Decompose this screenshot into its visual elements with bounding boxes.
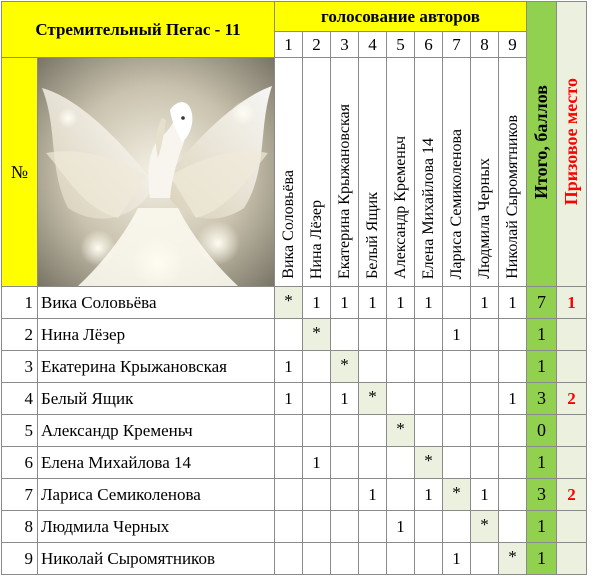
vote-cell (415, 383, 443, 415)
vote-cell (359, 319, 387, 351)
self-vote-cell: * (275, 287, 303, 319)
vote-cell (275, 319, 303, 351)
vote-cell (331, 543, 359, 575)
author-number-5: 5 (387, 32, 415, 58)
row-number: 2 (2, 319, 38, 351)
row-number: 1 (2, 287, 38, 319)
total-score: 7 (527, 287, 557, 319)
author-number-4: 4 (359, 32, 387, 58)
prize-place (557, 447, 587, 479)
vote-cell (275, 479, 303, 511)
vote-cell: 1 (499, 287, 527, 319)
table-row (2, 447, 587, 479)
vote-cell (387, 351, 415, 383)
vote-cell (275, 447, 303, 479)
vote-cell (443, 511, 471, 543)
participant-name: Вика Соловьёва (38, 287, 275, 319)
total-score: 3 (527, 383, 557, 415)
vote-cell: 1 (303, 287, 331, 319)
participant-name: Елена Михайлова 14 (38, 447, 275, 479)
vote-cell: 1 (415, 287, 443, 319)
vote-cell (331, 511, 359, 543)
self-vote-cell: * (415, 447, 443, 479)
vote-cell (471, 351, 499, 383)
row-number: 9 (2, 543, 38, 575)
prize-place (557, 415, 587, 447)
author-number-6: 6 (415, 32, 443, 58)
vote-cell (471, 383, 499, 415)
vote-cell: 1 (303, 447, 331, 479)
prize-place: 2 (557, 383, 587, 415)
vote-cell (387, 447, 415, 479)
prize-place (557, 319, 587, 351)
vote-cell (387, 479, 415, 511)
vote-cell (303, 415, 331, 447)
participant-name: Николай Сыромятников (38, 543, 275, 575)
row-number: 5 (2, 415, 38, 447)
vote-cell (415, 543, 443, 575)
vote-cell (415, 351, 443, 383)
total-score: 3 (527, 479, 557, 511)
row-number: 4 (2, 383, 38, 415)
vote-cell: 1 (275, 351, 303, 383)
vote-cell (471, 415, 499, 447)
vote-cell: 1 (415, 479, 443, 511)
author-name-header-2: Нина Лёзер (303, 58, 331, 287)
vote-cell: 1 (331, 287, 359, 319)
participant-name: Александр Кременьч (38, 415, 275, 447)
row-number: 8 (2, 511, 38, 543)
voting-header: голосование авторов (275, 2, 527, 32)
vote-cell (331, 415, 359, 447)
vote-cell (303, 511, 331, 543)
vote-cell (303, 351, 331, 383)
vote-cell (359, 511, 387, 543)
vote-cell (359, 447, 387, 479)
author-name-header-1: Вика Соловьёва (275, 58, 303, 287)
vote-cell: 1 (443, 543, 471, 575)
vote-cell (443, 415, 471, 447)
vote-cell (471, 543, 499, 575)
vote-cell (499, 511, 527, 543)
total-score: 1 (527, 543, 557, 575)
prize-header: Призовое место (557, 2, 587, 287)
vote-cell (499, 351, 527, 383)
self-vote-cell: * (443, 479, 471, 511)
author-name-header-7: Лариса Семиколенова (443, 58, 471, 287)
self-vote-cell: * (471, 511, 499, 543)
vote-cell (303, 479, 331, 511)
vote-cell (499, 415, 527, 447)
author-number-9: 9 (499, 32, 527, 58)
vote-cell (499, 479, 527, 511)
vote-cell (303, 383, 331, 415)
vote-cell (331, 319, 359, 351)
author-name-header-4: Белый Ящик (359, 58, 387, 287)
vote-cell: 1 (359, 479, 387, 511)
total-header: Итого, баллов (527, 2, 557, 287)
participant-name: Лариса Семиколенова (38, 479, 275, 511)
vote-cell (443, 287, 471, 319)
prize-place (557, 543, 587, 575)
author-name-header-9: Николай Сыромятников (499, 58, 527, 287)
participant-name: Людмила Черных (38, 511, 275, 543)
table-row (2, 287, 587, 319)
vote-cell (443, 351, 471, 383)
row-number: 3 (2, 351, 38, 383)
vote-cell (499, 319, 527, 351)
vote-cell (275, 415, 303, 447)
results-table (1, 1, 587, 575)
vote-cell (471, 447, 499, 479)
vote-cell: 1 (331, 383, 359, 415)
total-score: 0 (527, 415, 557, 447)
author-number-8: 8 (471, 32, 499, 58)
vote-cell: 1 (443, 319, 471, 351)
vote-cell (303, 543, 331, 575)
table-row (2, 383, 587, 415)
vote-cell: 1 (387, 511, 415, 543)
pegasus-image (38, 58, 275, 287)
self-vote-cell: * (359, 383, 387, 415)
contest-title: Стремительный Пегас - 11 (2, 2, 275, 58)
table-row (2, 543, 587, 575)
prize-place (557, 351, 587, 383)
vote-cell: 1 (471, 287, 499, 319)
vote-cell (415, 415, 443, 447)
vote-cell (387, 383, 415, 415)
total-score: 1 (527, 319, 557, 351)
row-number: 6 (2, 447, 38, 479)
table-row (2, 319, 587, 351)
participant-name: Нина Лёзер (38, 319, 275, 351)
author-name-header-8: Людмила Черных (471, 58, 499, 287)
prize-place (557, 511, 587, 543)
vote-cell (331, 447, 359, 479)
vote-cell: 1 (359, 287, 387, 319)
self-vote-cell: * (331, 351, 359, 383)
author-number-7: 7 (443, 32, 471, 58)
vote-cell (443, 383, 471, 415)
vote-cell (387, 319, 415, 351)
participant-name: Белый Ящик (38, 383, 275, 415)
prize-place: 2 (557, 479, 587, 511)
number-column-header: № (2, 58, 38, 287)
vote-cell: 1 (275, 383, 303, 415)
vote-cell (415, 319, 443, 351)
self-vote-cell: * (387, 415, 415, 447)
vote-cell (275, 543, 303, 575)
total-score: 1 (527, 511, 557, 543)
vote-cell (387, 543, 415, 575)
self-vote-cell: * (303, 319, 331, 351)
author-number-3: 3 (331, 32, 359, 58)
self-vote-cell: * (499, 543, 527, 575)
table-row (2, 351, 587, 383)
author-name-header-6: Елена Михайлова 14 (415, 58, 443, 287)
vote-cell (499, 447, 527, 479)
vote-cell: 1 (387, 287, 415, 319)
vote-cell (415, 511, 443, 543)
vote-cell (359, 351, 387, 383)
prize-place: 1 (557, 287, 587, 319)
vote-cell (443, 447, 471, 479)
total-score: 1 (527, 351, 557, 383)
vote-cell (275, 511, 303, 543)
author-name-header-3: Екатерина Крыжановская (331, 58, 359, 287)
author-number-1: 1 (275, 32, 303, 58)
total-score: 1 (527, 447, 557, 479)
vote-cell (359, 543, 387, 575)
table-row (2, 511, 587, 543)
table-row (2, 415, 587, 447)
author-number-2: 2 (303, 32, 331, 58)
author-name-header-5: Александр Кременьч (387, 58, 415, 287)
row-number: 7 (2, 479, 38, 511)
participant-name: Екатерина Крыжановская (38, 351, 275, 383)
table-row (2, 479, 587, 511)
vote-cell: 1 (471, 479, 499, 511)
vote-cell (359, 415, 387, 447)
vote-cell (331, 479, 359, 511)
vote-cell (471, 319, 499, 351)
vote-cell: 1 (499, 383, 527, 415)
